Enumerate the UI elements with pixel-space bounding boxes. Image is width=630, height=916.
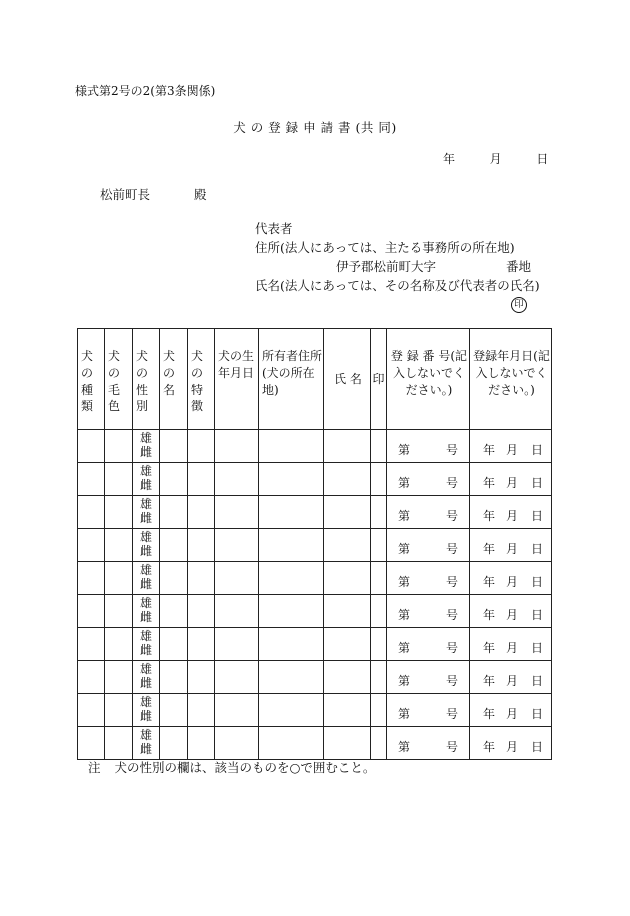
cell-sex[interactable] [133,430,160,463]
note-label: 注 [88,760,101,775]
cell-reg-date [470,727,552,760]
footnote [88,762,375,775]
cell-birth[interactable] [215,562,259,595]
cell-seal[interactable] [371,463,387,496]
reg-date-year: 年 [483,575,496,589]
seal-mark: 印 [511,297,527,313]
sex-option-female[interactable]: 雌 [139,643,152,657]
table-row [78,496,552,529]
cell-color[interactable] [105,496,133,529]
reg-date-year: 年 [483,509,496,523]
cell-owner-address[interactable] [259,430,324,463]
cell-breed[interactable] [78,430,105,463]
reg-date-day: 日 [531,740,544,754]
cell-sex[interactable] [133,595,160,628]
reg-number-prefix: 第 [398,443,411,457]
cell-reg-date [470,661,552,694]
cell-owner-address[interactable] [259,496,324,529]
cell-breed[interactable] [78,529,105,562]
cell-seal[interactable] [371,694,387,727]
cell-sex[interactable] [133,727,160,760]
cell-birth[interactable] [215,463,259,496]
reg-date-day: 日 [531,575,544,589]
document-title: 犬 の 登 録 申 請 書 (共 同) [233,120,397,135]
cell-owner-address[interactable] [259,694,324,727]
reg-date-month: 月 [506,509,519,523]
cell-features[interactable] [188,562,215,595]
sex-option-female[interactable]: 雌 [139,676,152,690]
reg-date-day: 日 [531,707,544,721]
cell-dog-name[interactable] [160,529,188,562]
table-row [78,430,552,463]
table-row [78,562,552,595]
cell-reg-date [470,529,552,562]
reg-date-month: 月 [506,476,519,490]
sex-option-male[interactable]: 雄 [139,629,152,644]
cell-reg-date [470,595,552,628]
reg-date-month: 月 [506,674,519,688]
cell-owner-address[interactable] [259,661,324,694]
sex-option-female[interactable]: 雌 [139,478,152,492]
cell-dog-name[interactable] [160,694,188,727]
sex-option-male[interactable]: 雄 [139,695,152,710]
cell-features[interactable] [188,430,215,463]
header-reg-date: 登録年月日(記入しないでください。) [470,329,552,430]
cell-dog-name[interactable] [160,727,188,760]
header-sex: 犬の性別 [133,329,160,430]
cell-birth[interactable] [215,628,259,661]
form-number: 様式第2号の2(第3条関係) [75,84,216,98]
reg-number-suffix: 号 [446,674,459,688]
reg-date-month: 月 [506,740,519,754]
cell-sex[interactable] [133,694,160,727]
cell-owner-name[interactable] [324,562,371,595]
sex-option-male[interactable]: 雄 [139,563,152,578]
cell-color[interactable] [105,595,133,628]
cell-reg-number [387,463,470,496]
reg-date-day: 日 [531,509,544,523]
address-suffix: 番地 [506,259,532,274]
cell-dog-name[interactable] [160,463,188,496]
date-year: 年 [443,152,456,166]
sex-option-male[interactable]: 雄 [139,431,152,446]
cell-features[interactable] [188,628,215,661]
reg-date-month: 月 [506,608,519,622]
address-prefix: 伊予郡松前町大字 [336,259,437,274]
cell-color[interactable] [105,430,133,463]
cell-breed[interactable] [78,694,105,727]
cell-reg-number [387,661,470,694]
cell-color[interactable] [105,628,133,661]
reg-date-year: 年 [483,740,496,754]
cell-breed[interactable] [78,595,105,628]
cell-dog-name[interactable] [160,595,188,628]
cell-sex[interactable] [133,496,160,529]
reg-date-year: 年 [483,476,496,490]
sex-option-male[interactable]: 雄 [139,530,152,545]
cell-reg-number [387,727,470,760]
header-color: 犬の毛色 [105,329,133,430]
reg-number-prefix: 第 [398,608,411,622]
cell-birth[interactable] [215,661,259,694]
reg-date-month: 月 [506,575,519,589]
reg-number-prefix: 第 [398,641,411,655]
date-day: 日 [536,152,549,166]
reg-date-year: 年 [483,674,496,688]
sex-option-female[interactable]: 雌 [139,610,152,624]
cell-color[interactable] [105,562,133,595]
reg-number-prefix: 第 [398,509,411,523]
cell-owner-address[interactable] [259,562,324,595]
reg-number-suffix: 号 [446,608,459,622]
reg-number-prefix: 第 [398,740,411,754]
cell-color[interactable] [105,694,133,727]
cell-dog-name[interactable] [160,661,188,694]
cell-seal[interactable] [371,628,387,661]
reg-number-suffix: 号 [446,641,459,655]
cell-reg-date [470,694,552,727]
cell-features[interactable] [188,463,215,496]
cell-seal[interactable] [371,727,387,760]
header-dog-name: 犬の名 [160,329,188,430]
cell-reg-date [470,496,552,529]
cell-seal[interactable] [371,661,387,694]
cell-seal[interactable] [371,562,387,595]
reg-date-month: 月 [506,443,519,457]
cell-reg-date [470,430,552,463]
header-owner-address: 所有者住所(犬の所在地) [259,329,324,430]
cell-sex[interactable] [133,529,160,562]
reg-number-suffix: 号 [446,707,459,721]
cell-owner-name[interactable] [324,595,371,628]
cell-seal[interactable] [371,430,387,463]
sex-option-male[interactable]: 雄 [139,497,152,512]
reg-date-year: 年 [483,641,496,655]
reg-date-day: 日 [531,476,544,490]
cell-breed[interactable] [78,727,105,760]
cell-dog-name[interactable] [160,496,188,529]
reg-date-year: 年 [483,608,496,622]
reg-number-suffix: 号 [446,575,459,589]
sex-option-female[interactable]: 雌 [139,544,152,558]
cell-owner-name[interactable] [324,496,371,529]
cell-reg-number [387,562,470,595]
cell-breed[interactable] [78,562,105,595]
reg-number-suffix: 号 [446,740,459,754]
reg-date-month: 月 [506,542,519,556]
cell-sex[interactable] [133,661,160,694]
table-row [78,661,552,694]
cell-owner-name[interactable] [324,661,371,694]
header-birth: 犬の生年月日 [215,329,259,430]
cell-features[interactable] [188,529,215,562]
reg-date-year: 年 [483,443,496,457]
reg-date-month: 月 [506,707,519,721]
reg-number-suffix: 号 [446,476,459,490]
addressee-honorific: 殿 [194,187,207,202]
table-row [78,463,552,496]
note-text: 犬の性別の欄は、該当のものを○で囲むこと。 [114,760,376,775]
sex-option-male[interactable]: 雄 [139,464,152,479]
registration-table [77,328,552,760]
cell-breed[interactable] [78,628,105,661]
registration-rows [78,430,552,760]
reg-date-day: 日 [531,608,544,622]
header-owner-name: 氏 名 [324,329,371,430]
reg-number-prefix: 第 [398,707,411,721]
sex-option-female[interactable]: 雌 [139,511,152,525]
cell-owner-name[interactable] [324,727,371,760]
table-row [78,727,552,760]
cell-reg-date [470,628,552,661]
date-month: 月 [489,152,502,166]
cell-sex[interactable] [133,562,160,595]
cell-dog-name[interactable] [160,628,188,661]
reg-number-prefix: 第 [398,476,411,490]
cell-reg-number [387,529,470,562]
cell-owner-name[interactable] [324,694,371,727]
cell-color[interactable] [105,463,133,496]
addressee [100,189,207,202]
cell-features[interactable] [188,595,215,628]
reg-number-prefix: 第 [398,575,411,589]
cell-reg-number [387,628,470,661]
cell-reg-number [387,595,470,628]
table-row [78,529,552,562]
sex-option-male[interactable]: 雄 [139,596,152,611]
sex-option-male[interactable]: 雄 [139,662,152,677]
cell-dog-name[interactable] [160,562,188,595]
cell-breed[interactable] [78,496,105,529]
representative-label: 代表者 [255,221,293,236]
cell-reg-number [387,694,470,727]
cell-color[interactable] [105,727,133,760]
cell-seal[interactable] [371,496,387,529]
cell-owner-address[interactable] [259,529,324,562]
cell-reg-number [387,430,470,463]
reg-number-suffix: 号 [446,443,459,457]
cell-sex[interactable] [133,628,160,661]
cell-birth[interactable] [215,430,259,463]
cell-birth[interactable] [215,529,259,562]
table-row [78,694,552,727]
header-seal: 印 [371,329,387,430]
reg-date-year: 年 [483,542,496,556]
application-date[interactable] [443,153,548,165]
sex-option-male[interactable]: 雄 [139,728,152,743]
cell-owner-address[interactable] [259,727,324,760]
cell-birth[interactable] [215,694,259,727]
address-label: 住所(法人にあっては、主たる事務所の所在地) [255,240,515,255]
reg-date-day: 日 [531,443,544,457]
addressee-name: 松前町長 [100,187,151,202]
reg-number-suffix: 号 [446,542,459,556]
reg-date-month: 月 [506,641,519,655]
cell-features[interactable] [188,694,215,727]
sex-option-female[interactable]: 雌 [139,742,152,756]
cell-birth[interactable] [215,496,259,529]
cell-seal[interactable] [371,595,387,628]
cell-features[interactable] [188,661,215,694]
cell-seal[interactable] [371,529,387,562]
cell-birth[interactable] [215,595,259,628]
header-features: 犬の特徴 [188,329,215,430]
cell-reg-date [470,463,552,496]
reg-date-year: 年 [483,707,496,721]
cell-owner-name[interactable] [324,628,371,661]
cell-owner-address[interactable] [259,628,324,661]
cell-dog-name[interactable] [160,430,188,463]
sex-option-female[interactable]: 雌 [139,577,152,591]
reg-number-prefix: 第 [398,542,411,556]
cell-features[interactable] [188,496,215,529]
cell-owner-name[interactable] [324,529,371,562]
name-label: 氏名(法人にあっては、その名称及び代表者の氏名) [255,278,540,293]
reg-date-day: 日 [531,641,544,655]
reg-number-prefix: 第 [398,674,411,688]
cell-reg-date [470,562,552,595]
cell-sex[interactable] [133,463,160,496]
cell-owner-address[interactable] [259,463,324,496]
cell-color[interactable] [105,661,133,694]
header-breed: 犬の種類 [78,329,105,430]
cell-features[interactable] [188,727,215,760]
cell-birth[interactable] [215,727,259,760]
sex-option-female[interactable]: 雌 [139,709,152,723]
cell-reg-number [387,496,470,529]
cell-breed[interactable] [78,661,105,694]
cell-breed[interactable] [78,463,105,496]
cell-owner-name[interactable] [324,430,371,463]
cell-owner-address[interactable] [259,595,324,628]
header-reg-number: 登 録 番 号(記入しないでください。) [387,329,470,430]
sex-option-female[interactable]: 雌 [139,445,152,459]
table-row [78,595,552,628]
reg-date-day: 日 [531,542,544,556]
table-row [78,628,552,661]
cell-color[interactable] [105,529,133,562]
reg-date-day: 日 [531,674,544,688]
cell-owner-name[interactable] [324,463,371,496]
reg-number-suffix: 号 [446,509,459,523]
